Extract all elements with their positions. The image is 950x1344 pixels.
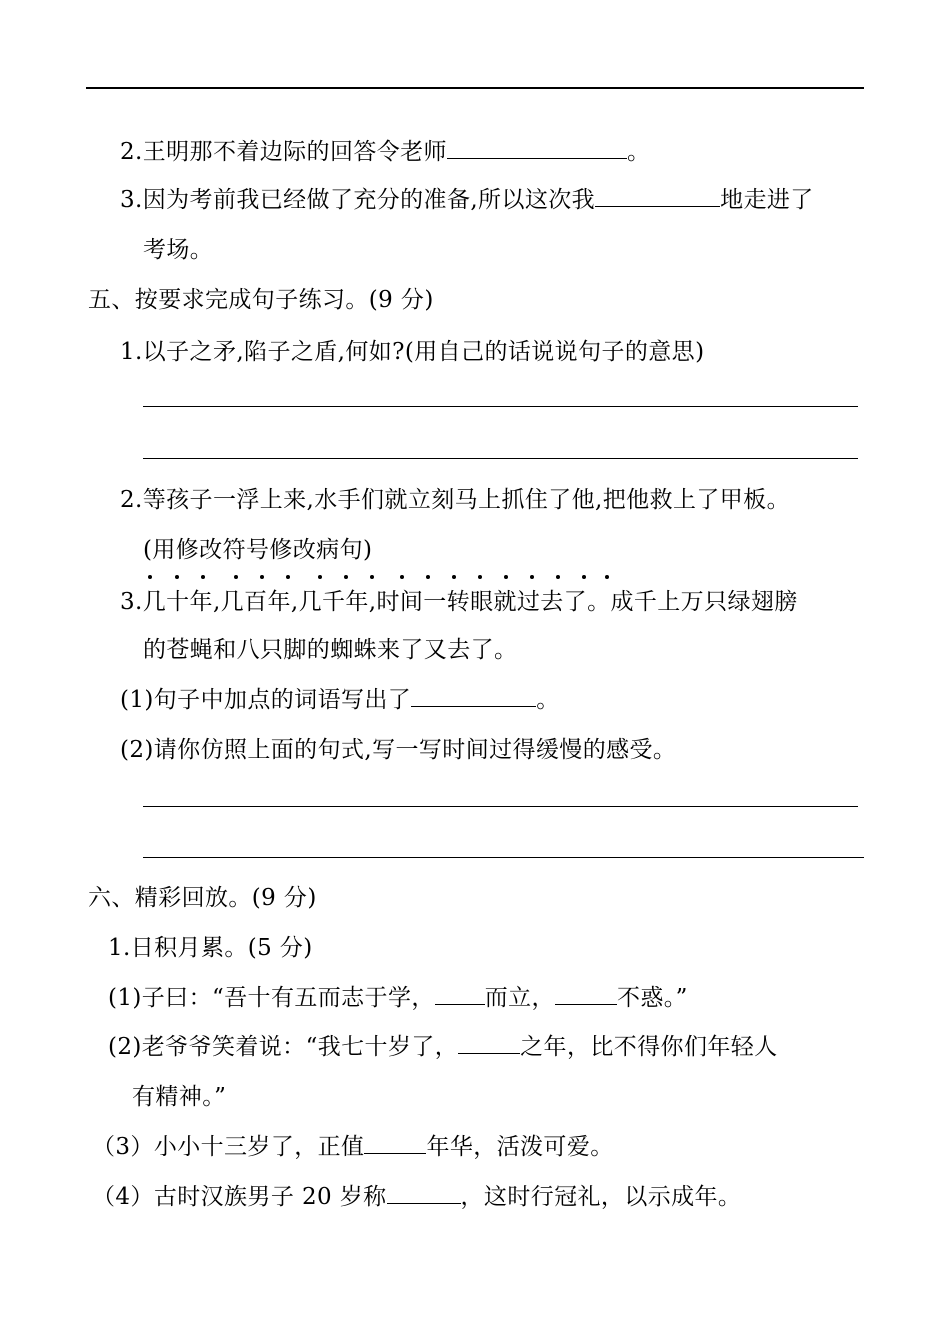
answer-blank[interactable] — [447, 138, 627, 159]
question-4-2: 2.王明那不着边际的回答令老师 。 — [120, 139, 651, 165]
question-4-3-continuation: 考场。 — [143, 237, 214, 263]
question-5-2: 2.等孩子一浮上来,水手们就立刻马上抓住了他,把他救上了甲板。 — [120, 487, 790, 513]
question-5-3-2: (2)请你仿照上面的句式,写一写时间过得缓慢的感受。 — [120, 737, 677, 763]
section-6-title: 六、精彩回放。(9 分) — [88, 885, 317, 911]
writing-line[interactable] — [143, 406, 858, 407]
section-5-title: 五、按要求完成句子练习。(9 分) — [88, 287, 434, 313]
answer-blank[interactable] — [555, 984, 617, 1005]
writing-line[interactable] — [143, 458, 858, 459]
question-6-1-1: (1)子曰：“吾十有五而志于学， 而立， 不惑。” — [108, 985, 688, 1011]
answer-blank[interactable] — [411, 686, 536, 707]
question-5-2-continuation: (用修改符号修改病句) — [143, 537, 373, 563]
question-6-1-3: （3）小小十三岁了，正值 年华，活泼可爱。 — [92, 1134, 614, 1160]
writing-line[interactable] — [143, 806, 858, 807]
answer-blank[interactable] — [458, 1033, 520, 1054]
question-6-1: 1.日积月累。(5 分) — [108, 935, 313, 961]
answer-blank[interactable] — [387, 1183, 461, 1204]
answer-blank[interactable] — [435, 984, 485, 1005]
writing-line[interactable] — [143, 857, 864, 858]
question-4-3: 3.因为考前我已经做了充分的准备,所以这次我 地走进了 — [120, 187, 814, 213]
question-6-1-2-continuation: 有精神。” — [132, 1084, 227, 1110]
question-5-3: 3.几十年,几百年,几千年,时间一转眼就过去了。成千上万只绿翅膀 — [120, 589, 798, 615]
header-rule — [86, 87, 864, 89]
answer-blank[interactable] — [595, 186, 720, 207]
answer-blank[interactable] — [364, 1133, 426, 1154]
question-5-1: 1.以子之矛,陷子之盾,何如?(用自己的话说说句子的意思) — [120, 339, 705, 365]
question-5-3-continuation: 的苍蝇和八只脚的蜘蛛来了又去了。 — [143, 637, 518, 663]
emphasis-dots — [0, 575, 950, 581]
question-6-1-4: （4）古时汉族男子 20 岁称 ，这时行冠礼，以示成年。 — [92, 1184, 742, 1210]
question-6-1-2: (2)老爷爷笑着说：“我七十岁了， 之年，比不得你们年轻人 — [108, 1034, 778, 1060]
question-5-3-1: (1)句子中加点的词语写出了 。 — [120, 687, 560, 713]
